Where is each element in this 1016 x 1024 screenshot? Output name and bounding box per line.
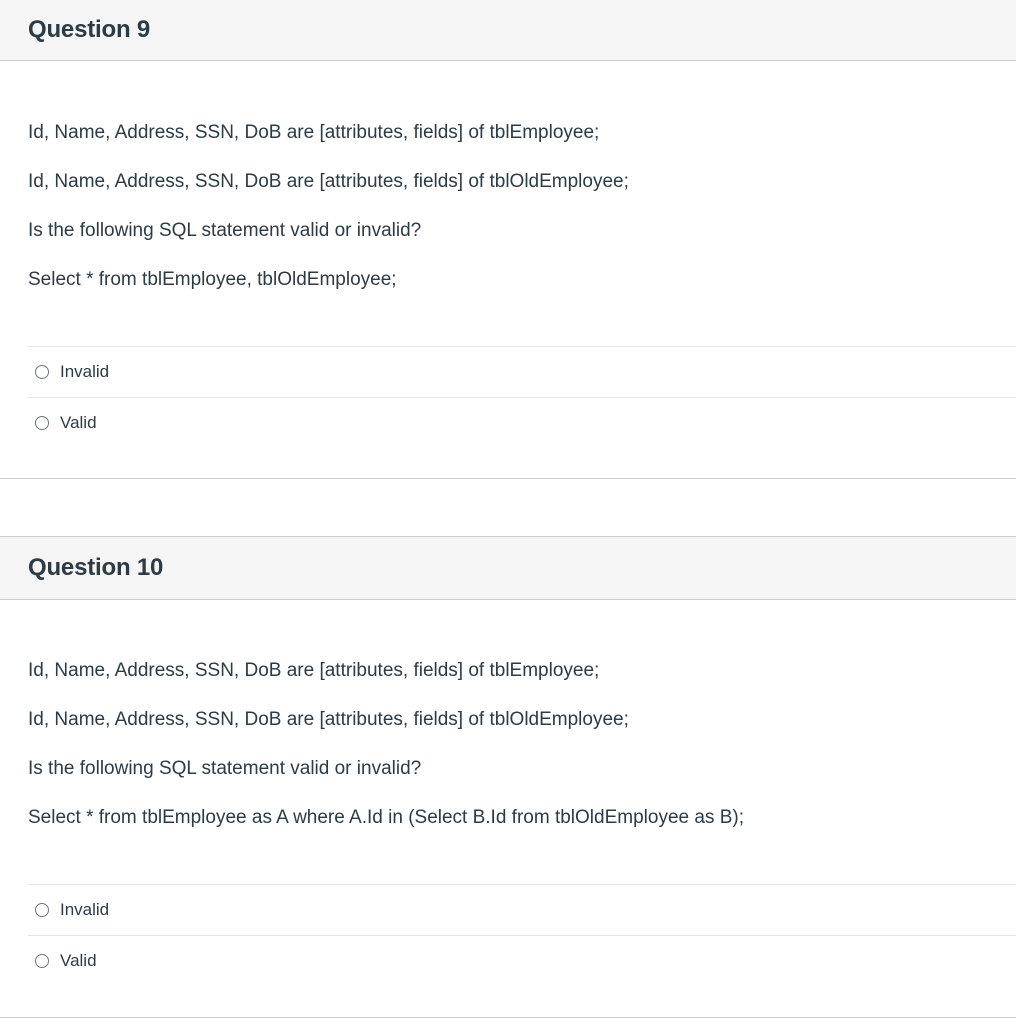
question-text-line: Id, Name, Address, SSN, DoB are [attributes, fields] of tblEmployee;: [28, 122, 600, 143]
radio-button[interactable]: [35, 903, 49, 917]
question-header: [0, 0, 1016, 61]
answer-list: [28, 346, 1016, 448]
question-10: [0, 536, 1016, 1018]
question-text-line: Is the following SQL statement valid or invalid?: [28, 220, 422, 241]
radio-button[interactable]: [35, 416, 49, 430]
question-text-line: Id, Name, Address, SSN, DoB are [attributes, fields] of tblOldEmployee;: [28, 171, 629, 192]
answer-list: [28, 884, 1016, 986]
answer-label: Invalid: [60, 900, 110, 919]
question-9: [0, 0, 1016, 479]
radio-button[interactable]: [35, 365, 49, 379]
answer-label: Valid: [60, 951, 97, 970]
answer-option-invalid[interactable]: [28, 884, 1016, 935]
answer-option-invalid[interactable]: [28, 346, 1016, 397]
question-text-line: Id, Name, Address, SSN, DoB are [attributes, fields] of tblEmployee;: [28, 660, 600, 681]
answer-option-valid[interactable]: [28, 397, 1016, 448]
answer-label: Valid: [60, 413, 97, 432]
answer-label: Invalid: [60, 362, 110, 381]
answer-option-valid[interactable]: [28, 935, 1016, 986]
question-text-line: Is the following SQL statement valid or invalid?: [28, 758, 422, 779]
sql-statement: Select * from tblEmployee as A where A.Id in (Select B.Id from tblOldEmployee as B);: [28, 807, 744, 828]
sql-statement: Select * from tblEmployee, tblOldEmployee;: [28, 269, 397, 290]
question-title: Question 10: [28, 554, 164, 581]
radio-button[interactable]: [35, 954, 49, 968]
question-text-line: Id, Name, Address, SSN, DoB are [attributes, fields] of tblOldEmployee;: [28, 709, 629, 730]
question-header: [0, 537, 1016, 600]
question-title: Question 9: [28, 16, 151, 43]
